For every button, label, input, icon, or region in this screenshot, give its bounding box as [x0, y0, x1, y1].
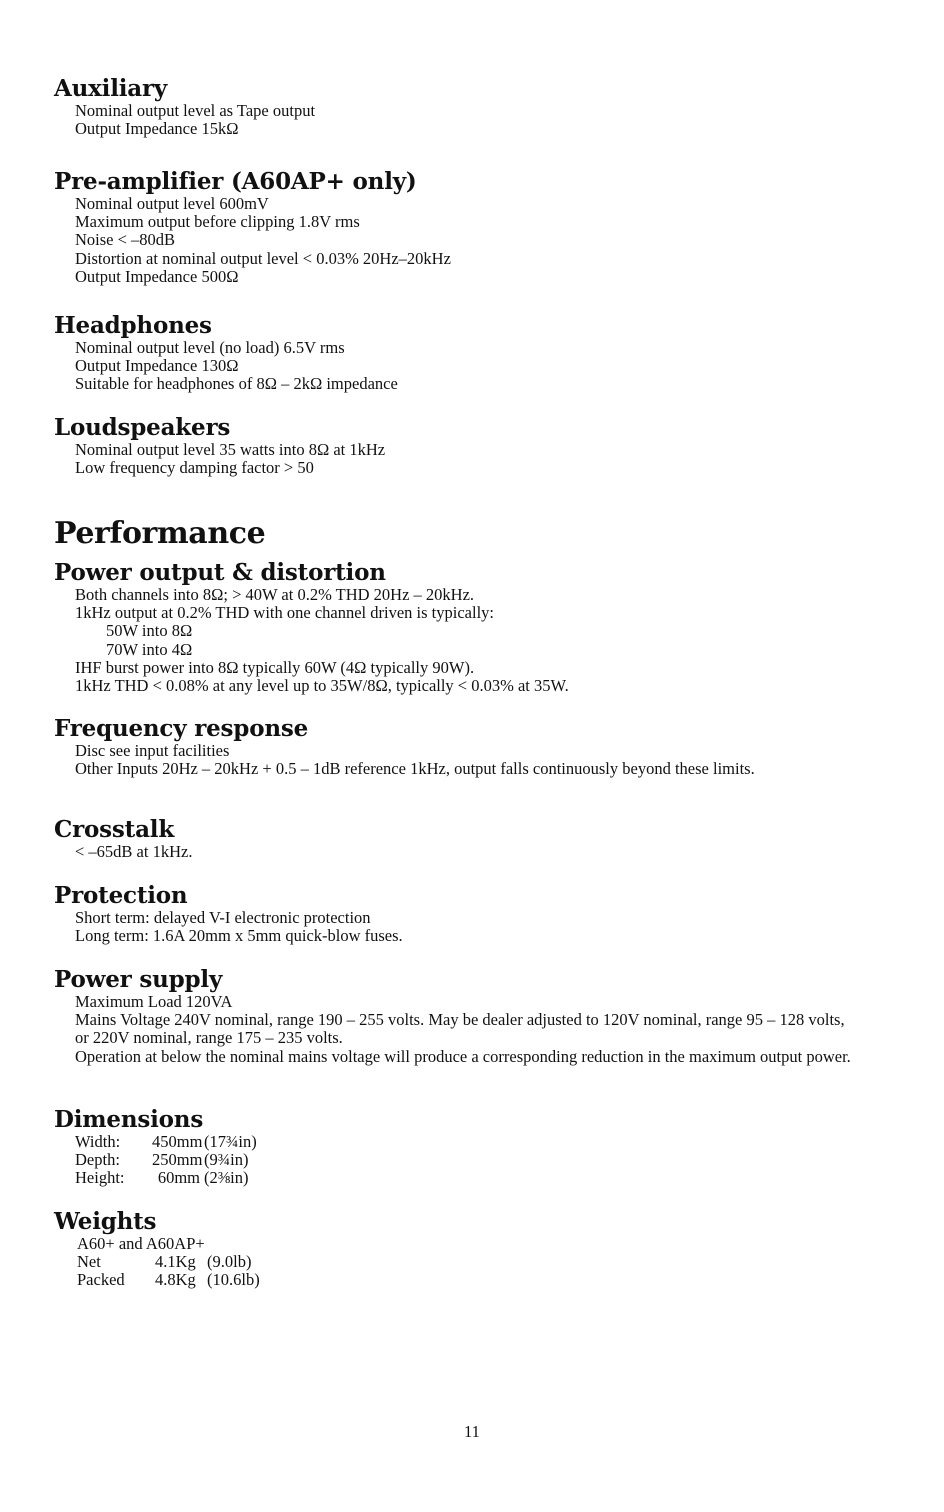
- dimension-mm: 60mm: [157, 1168, 200, 1188]
- section-title: Weights: [54, 1208, 157, 1235]
- spec-line: Output Impedance 130Ω: [75, 356, 239, 376]
- spec-line: IHF burst power into 8Ω typically 60W (4Ω typically 90W).: [75, 657, 475, 677]
- spec-line: Maximum output before clipping 1.8V rms: [75, 212, 360, 232]
- section-title: Dimensions: [54, 1106, 204, 1133]
- dimension-row: [75, 1151, 914, 1169]
- weight-kg: 4.8Kg: [155, 1270, 196, 1290]
- section-title: Frequency response: [54, 715, 309, 742]
- section-power-supply: [54, 967, 914, 1066]
- section-body: [75, 441, 914, 477]
- spec-line: Output Impedance 15kΩ: [75, 119, 239, 139]
- spec-line: Short term: delayed V-I electronic protection: [75, 908, 371, 927]
- spec-line: Other Inputs 20Hz – 20kHz + 0.5 – 1dB reference 1kHz, output falls continuously beyond these limits.: [75, 759, 755, 779]
- section-title: Power output & distortion: [54, 559, 386, 586]
- section-title: Power supply: [54, 966, 223, 993]
- dimension-inch: (2⅜in): [204, 1168, 249, 1188]
- spec-line: Mains Voltage 240V nominal, range 190 – 255 volts. May be dealer adjusted to 120V nominal, range 95 – 128 volts, or 220V nominal, range 175 – 235 volts.: [75, 1010, 845, 1048]
- spec-line: Disc see input facilities: [75, 741, 230, 760]
- dimension-inch: (9¾in): [204, 1150, 249, 1170]
- weight-kg: 4.1Kg: [155, 1252, 196, 1272]
- section-title: Pre-amplifier (A60AP+ only): [54, 168, 417, 195]
- spec-line: Suitable for headphones of 8Ω – 2kΩ impedance: [75, 374, 398, 394]
- spec-line: Maximum Load 120VA: [75, 992, 233, 1011]
- section-title: Loudspeakers: [54, 414, 231, 441]
- weight-lb: (10.6lb): [207, 1270, 260, 1290]
- section-body: [75, 339, 914, 394]
- weight-row: [77, 1253, 914, 1271]
- weights-models: A60+ and A60AP+: [77, 1234, 205, 1253]
- spec-line: Distortion at nominal output level < 0.03% 20Hz–20kHz: [75, 248, 451, 268]
- dimension-row: [75, 1133, 914, 1151]
- dimension-inch: (17¾in): [204, 1132, 257, 1151]
- section-title: Protection: [54, 882, 188, 909]
- section-headphones: [54, 313, 914, 394]
- spec-line: Noise < –80dB: [75, 230, 176, 250]
- section-body: [75, 1133, 914, 1188]
- section-auxiliary: [54, 76, 914, 138]
- section-title: Headphones: [54, 312, 212, 339]
- dimension-row: [75, 1169, 914, 1187]
- spec-line: Operation at below the nominal mains voltage will produce a corresponding reduction in the maximum output power.: [75, 1046, 851, 1066]
- page-number: 11: [464, 1422, 480, 1441]
- spec-line: Low frequency damping factor > 50: [75, 458, 314, 478]
- spec-line: 1kHz THD < 0.08% at any level up to 35W/8Ω, typically < 0.03% at 35W.: [75, 676, 569, 696]
- section-body: [75, 742, 914, 778]
- dimension-mm: 450mm: [152, 1132, 203, 1151]
- section-preamp: [54, 169, 914, 286]
- spec-line: 50W into 8Ω: [106, 621, 193, 641]
- weight-row: [77, 1271, 914, 1289]
- spec-line: Output Impedance 500Ω: [75, 266, 239, 286]
- section-weights: [54, 1209, 914, 1290]
- section-loudspeakers: [54, 415, 914, 477]
- section-title: Auxiliary: [54, 75, 168, 102]
- section-body: [75, 993, 914, 1066]
- spec-line: < –65dB at 1kHz.: [75, 842, 193, 861]
- weight-label: Net: [77, 1252, 101, 1272]
- spec-line: Nominal output level (no load) 6.5V rms: [75, 338, 345, 357]
- weight-lb: (9.0lb): [207, 1252, 252, 1272]
- section-body: [75, 909, 914, 945]
- section-power-output: [54, 560, 914, 695]
- spec-line: Nominal output level as Tape output: [75, 101, 316, 120]
- dimension-label: Height:: [75, 1168, 125, 1188]
- section-crosstalk: [54, 817, 914, 861]
- spec-line: Long term: 1.6A 20mm x 5mm quick-blow fuses.: [75, 926, 403, 946]
- section-title: Crosstalk: [54, 816, 175, 843]
- spec-line: 1kHz output at 0.2% THD with one channel driven is typically:: [75, 603, 494, 623]
- section-body: [75, 586, 914, 695]
- section-performance: [54, 517, 914, 551]
- section-dimensions: [54, 1107, 914, 1188]
- section-protection: [54, 883, 914, 945]
- section-body: [75, 195, 914, 286]
- chapter-title: Performance: [54, 516, 266, 551]
- dimension-label: Depth:: [75, 1150, 120, 1170]
- weight-label: Packed: [77, 1270, 125, 1290]
- section-body: [77, 1235, 914, 1290]
- spec-line: Both channels into 8Ω; > 40W at 0.2% THD 20Hz – 20kHz.: [75, 585, 475, 604]
- section-body: [75, 843, 914, 861]
- dimension-label: Width:: [75, 1132, 121, 1151]
- spec-line: Nominal output level 35 watts into 8Ω at 1kHz: [75, 440, 386, 459]
- section-frequency: [54, 716, 914, 778]
- spec-line: Nominal output level 600mV: [75, 194, 269, 213]
- section-body: [75, 102, 914, 138]
- dimension-mm: 250mm: [152, 1150, 203, 1170]
- spec-line: 70W into 4Ω: [106, 639, 193, 659]
